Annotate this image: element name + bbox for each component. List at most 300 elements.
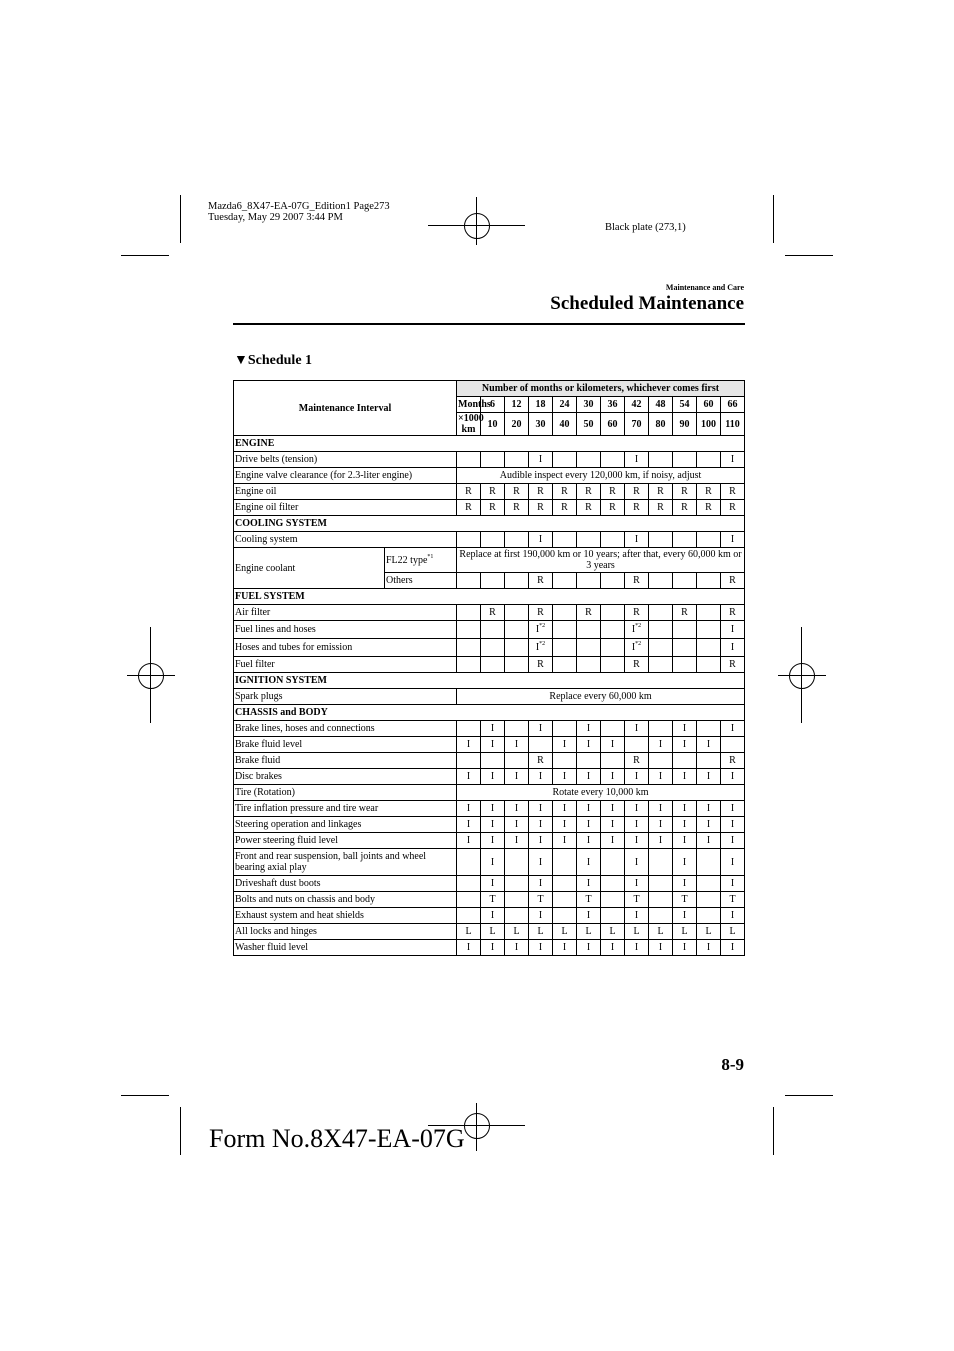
table-row xyxy=(234,817,745,833)
schedule-cell xyxy=(697,452,721,468)
schedule-cell xyxy=(505,908,529,924)
schedule-cell: R xyxy=(529,500,553,516)
schedule-cell xyxy=(481,532,505,548)
schedule-cell xyxy=(457,908,481,924)
schedule-cell: I xyxy=(529,817,553,833)
schedule-cell: I xyxy=(673,833,697,849)
schedule-cell: I xyxy=(673,737,697,753)
crop-mark xyxy=(180,195,181,243)
section-row xyxy=(234,705,745,721)
schedule-cell: I xyxy=(601,817,625,833)
schedule-cell: R xyxy=(673,605,697,621)
schedule-cell xyxy=(601,876,625,892)
schedule-cell: L xyxy=(601,924,625,940)
schedule-cell xyxy=(673,573,697,589)
schedule-cell xyxy=(457,721,481,737)
schedule-cell xyxy=(553,639,577,657)
item-label: Steering operation and linkages xyxy=(234,817,457,833)
item-label: Engine oil filter xyxy=(234,500,457,516)
month-header: 54 xyxy=(673,397,697,413)
schedule-cell: I xyxy=(649,769,673,785)
schedule-cell: I xyxy=(601,801,625,817)
schedule-cell: R xyxy=(577,500,601,516)
schedule-cell: I xyxy=(721,876,745,892)
month-header: 24 xyxy=(553,397,577,413)
item-label: Tire (Rotation) xyxy=(234,785,457,801)
schedule-cell: I xyxy=(649,801,673,817)
schedule-cell xyxy=(625,737,649,753)
schedule-cell xyxy=(649,605,673,621)
schedule-cell: R xyxy=(721,657,745,673)
schedule-cell: I xyxy=(457,737,481,753)
schedule-cell: R xyxy=(553,484,577,500)
schedule-cell: L xyxy=(505,924,529,940)
month-header: 66 xyxy=(721,397,745,413)
schedule-cell: R xyxy=(649,484,673,500)
schedule-cell xyxy=(505,639,529,657)
registration-mark-icon xyxy=(778,627,826,723)
schedule-cell: I xyxy=(553,737,577,753)
km-header: 30 xyxy=(529,413,553,436)
schedule-cell xyxy=(649,849,673,876)
month-header: 30 xyxy=(577,397,601,413)
schedule-cell xyxy=(601,621,625,639)
section-heading: ENGINE xyxy=(234,436,745,452)
schedule-cell: I xyxy=(577,876,601,892)
schedule-cell: I xyxy=(481,833,505,849)
header-row xyxy=(234,381,745,397)
km-header: 10 xyxy=(481,413,505,436)
item-label: Washer fluid level xyxy=(234,940,457,956)
schedule-cell: L xyxy=(553,924,577,940)
schedule-cell: R xyxy=(505,484,529,500)
months-label: Months xyxy=(457,397,481,413)
schedule-cell xyxy=(577,639,601,657)
schedule-cell xyxy=(697,639,721,657)
schedule-title: Schedule 1 xyxy=(247,353,313,368)
schedule-cell: R xyxy=(601,484,625,500)
item-label: Engine oil xyxy=(234,484,457,500)
schedule-cell: I xyxy=(457,801,481,817)
schedule-cell: I xyxy=(577,801,601,817)
item-label: Brake fluid level xyxy=(234,737,457,753)
schedule-cell: I xyxy=(649,817,673,833)
schedule-cell xyxy=(697,876,721,892)
schedule-cell xyxy=(553,753,577,769)
table-row xyxy=(234,924,745,940)
schedule-cell: L xyxy=(529,924,553,940)
sub-item-label: FL22 type$^{*1}$ xyxy=(385,548,457,573)
schedule-cell: I xyxy=(721,452,745,468)
schedule-cell: I xyxy=(457,769,481,785)
crop-mark xyxy=(180,1107,181,1155)
schedule-cell: I xyxy=(529,452,553,468)
table-row xyxy=(234,801,745,817)
schedule-cell: I xyxy=(697,769,721,785)
page-title: Scheduled Maintenance xyxy=(550,293,744,314)
km-header: 80 xyxy=(649,413,673,436)
schedule-cell: I xyxy=(457,940,481,956)
interval-note: Audible inspect every 120,000 km, if noisy, adjust xyxy=(457,468,745,484)
schedule-cell: R xyxy=(457,484,481,500)
item-label: Drive belts (tension) xyxy=(234,452,457,468)
schedule-cell xyxy=(601,452,625,468)
schedule-cell xyxy=(457,621,481,639)
schedule-cell: I xyxy=(697,940,721,956)
schedule-cell xyxy=(457,657,481,673)
crop-mark xyxy=(121,255,169,256)
schedule-cell xyxy=(553,721,577,737)
schedule-cell: I xyxy=(577,721,601,737)
schedule-cell xyxy=(649,621,673,639)
item-label: All locks and hinges xyxy=(234,924,457,940)
km-header: 60 xyxy=(601,413,625,436)
table-row xyxy=(234,785,745,801)
schedule-cell: R xyxy=(721,500,745,516)
schedule-cell xyxy=(553,621,577,639)
interval-note: Rotate every 10,000 km xyxy=(457,785,745,801)
schedule-cell: R xyxy=(577,484,601,500)
schedule-cell: I xyxy=(577,817,601,833)
schedule-cell: I xyxy=(481,721,505,737)
schedule-cell xyxy=(457,532,481,548)
schedule-cell: I xyxy=(625,833,649,849)
schedule-cell xyxy=(481,573,505,589)
schedule-cell xyxy=(601,849,625,876)
crop-mark xyxy=(121,1095,169,1096)
schedule-cell: I xyxy=(529,908,553,924)
schedule-cell: T xyxy=(673,892,697,908)
schedule-cell: I xyxy=(529,769,553,785)
schedule-cell: I xyxy=(529,532,553,548)
schedule-cell: I xyxy=(505,940,529,956)
schedule-cell: $I^{*2}$ xyxy=(529,639,553,657)
schedule-cell: T xyxy=(481,892,505,908)
schedule-cell xyxy=(457,753,481,769)
schedule-cell xyxy=(577,532,601,548)
schedule-cell: L xyxy=(457,924,481,940)
km-label: ×1000 km xyxy=(458,413,484,435)
schedule-cell: L xyxy=(673,924,697,940)
schedule-cell: I xyxy=(721,639,745,657)
schedule-cell: I xyxy=(481,849,505,876)
table-row xyxy=(234,639,745,657)
schedule-cell xyxy=(697,892,721,908)
schedule-cell xyxy=(505,621,529,639)
schedule-cell xyxy=(505,452,529,468)
schedule-cell: I xyxy=(721,940,745,956)
month-header: 18 xyxy=(529,397,553,413)
interval-header: Maintenance Interval xyxy=(234,381,457,436)
table-row xyxy=(234,849,745,876)
schedule-cell xyxy=(553,657,577,673)
schedule-cell: I xyxy=(577,940,601,956)
schedule-cell: I xyxy=(673,769,697,785)
schedule-cell: I xyxy=(481,737,505,753)
schedule-cell: I xyxy=(529,849,553,876)
schedule-cell xyxy=(553,849,577,876)
schedule-cell: $I^{*2}$ xyxy=(625,621,649,639)
schedule-cell xyxy=(697,532,721,548)
schedule-cell: I xyxy=(481,940,505,956)
schedule-cell xyxy=(481,753,505,769)
crop-mark xyxy=(773,195,774,243)
schedule-cell xyxy=(457,876,481,892)
schedule-cell xyxy=(601,908,625,924)
table-row xyxy=(234,484,745,500)
month-header: 42 xyxy=(625,397,649,413)
schedule-cell: R xyxy=(577,605,601,621)
schedule-cell xyxy=(505,892,529,908)
table-row xyxy=(234,940,745,956)
schedule-cell: I xyxy=(721,833,745,849)
schedule-cell: I xyxy=(721,801,745,817)
table-row xyxy=(234,468,745,484)
schedule-cell: I xyxy=(721,532,745,548)
schedule-cell xyxy=(481,452,505,468)
item-label: Fuel lines and hoses xyxy=(234,621,457,639)
schedule-cell: R xyxy=(697,484,721,500)
schedule-cell: R xyxy=(601,500,625,516)
schedule-cell xyxy=(697,621,721,639)
schedule-cell: I xyxy=(721,769,745,785)
schedule-cell: I xyxy=(673,817,697,833)
schedule-cell: R xyxy=(529,605,553,621)
schedule-cell xyxy=(505,657,529,673)
month-header: 12 xyxy=(505,397,529,413)
schedule-cell: I xyxy=(601,769,625,785)
schedule-cell xyxy=(697,753,721,769)
item-label: Engine coolant xyxy=(234,548,385,589)
table-row xyxy=(234,605,745,621)
interval-note: Replace at first 190,000 km or 10 years; after that, every 60,000 km or 3 years xyxy=(457,548,745,573)
schedule-cell: R xyxy=(529,657,553,673)
table-row xyxy=(234,532,745,548)
schedule-cell: $I^{*2}$ xyxy=(529,621,553,639)
registration-mark-icon xyxy=(428,197,525,245)
schedule-cell: T xyxy=(529,892,553,908)
section-heading: COOLING SYSTEM xyxy=(234,516,745,532)
schedule-cell: $I^{*2}$ xyxy=(625,639,649,657)
schedule-cell: I xyxy=(481,876,505,892)
registration-mark-icon xyxy=(127,627,175,723)
km-header: 100 xyxy=(697,413,721,436)
schedule-cell: I xyxy=(721,817,745,833)
schedule-cell: I xyxy=(457,833,481,849)
table-row xyxy=(234,657,745,673)
schedule-cell xyxy=(553,908,577,924)
schedule-cell: I xyxy=(673,801,697,817)
schedule-cell xyxy=(553,573,577,589)
schedule-cell: I xyxy=(673,940,697,956)
schedule-cell xyxy=(673,753,697,769)
schedule-cell xyxy=(481,639,505,657)
schedule-cell: I xyxy=(577,769,601,785)
schedule-cell: I xyxy=(529,801,553,817)
page-number: 8-9 xyxy=(721,1055,744,1074)
schedule-cell xyxy=(553,532,577,548)
schedule-cell: I xyxy=(601,940,625,956)
schedule-cell: I xyxy=(625,876,649,892)
section-heading: FUEL SYSTEM xyxy=(234,589,745,605)
crop-mark xyxy=(773,1107,774,1155)
print-meta-line2: Tuesday, May 29 2007 3:44 PM xyxy=(208,212,343,223)
schedule-cell: R xyxy=(673,484,697,500)
schedule-cell: I xyxy=(577,737,601,753)
schedule-cell: I xyxy=(457,817,481,833)
item-label: Front and rear suspension, ball joints and wheel bearing axial play xyxy=(234,849,457,876)
schedule-cell: R xyxy=(625,484,649,500)
schedule-cell: L xyxy=(577,924,601,940)
table-row xyxy=(234,833,745,849)
schedule-cell xyxy=(649,721,673,737)
schedule-cell: R xyxy=(721,753,745,769)
schedule-cell xyxy=(505,605,529,621)
table-row xyxy=(234,621,745,639)
schedule-cell: I xyxy=(673,721,697,737)
schedule-cell xyxy=(457,639,481,657)
schedule-cell: L xyxy=(697,924,721,940)
km-header: 50 xyxy=(577,413,601,436)
schedule-cell xyxy=(553,892,577,908)
month-header: 6 xyxy=(481,397,505,413)
schedule-cell xyxy=(649,892,673,908)
sub-item-label: Others xyxy=(385,573,457,589)
schedule-cell: I xyxy=(505,801,529,817)
month-header: 48 xyxy=(649,397,673,413)
item-label: Disc brakes xyxy=(234,769,457,785)
schedule-cell xyxy=(649,452,673,468)
schedule-cell xyxy=(529,737,553,753)
schedule-cell: I xyxy=(721,908,745,924)
schedule-cell: I xyxy=(697,737,721,753)
schedule-cell xyxy=(553,605,577,621)
month-header: 60 xyxy=(697,397,721,413)
schedule-cell: L xyxy=(625,924,649,940)
schedule-cell: R xyxy=(553,500,577,516)
triangle-down-icon: ▼ xyxy=(234,353,248,368)
schedule-cell: I xyxy=(673,876,697,892)
schedule-cell xyxy=(649,753,673,769)
schedule-cell xyxy=(673,639,697,657)
schedule-cell xyxy=(553,876,577,892)
schedule-cell: I xyxy=(625,801,649,817)
schedule-cell: I xyxy=(529,721,553,737)
schedule-cell: I xyxy=(553,940,577,956)
schedule-cell: R xyxy=(625,753,649,769)
table-row xyxy=(234,548,745,573)
section-heading: IGNITION SYSTEM xyxy=(234,673,745,689)
schedule-cell: R xyxy=(721,605,745,621)
schedule-cell: I xyxy=(529,876,553,892)
schedule-cell: I xyxy=(601,833,625,849)
schedule-cell: I xyxy=(625,817,649,833)
table-row xyxy=(234,737,745,753)
section-row xyxy=(234,589,745,605)
schedule-cell: I xyxy=(577,833,601,849)
item-label: Cooling system xyxy=(234,532,457,548)
interval-note: Replace every 60,000 km xyxy=(457,689,745,705)
schedule-cell xyxy=(697,849,721,876)
schedule-cell xyxy=(505,849,529,876)
print-meta-line1: Mazda6_8X47-EA-07G_Edition1 Page273 xyxy=(208,201,390,212)
schedule-cell xyxy=(457,605,481,621)
schedule-cell: L xyxy=(649,924,673,940)
schedule-cell xyxy=(601,892,625,908)
schedule-cell xyxy=(457,573,481,589)
maintenance-schedule-table xyxy=(233,380,745,956)
table-row xyxy=(234,876,745,892)
schedule-cell xyxy=(505,753,529,769)
section-label: Maintenance and Care xyxy=(665,283,744,292)
schedule-cell xyxy=(457,892,481,908)
schedule-cell: R xyxy=(481,484,505,500)
schedule-cell: I xyxy=(625,769,649,785)
schedule-cell: R xyxy=(529,484,553,500)
km-header: 90 xyxy=(673,413,697,436)
schedule-cell: I xyxy=(505,817,529,833)
table-row xyxy=(234,769,745,785)
schedule-cell xyxy=(697,657,721,673)
schedule-cell: I xyxy=(697,801,721,817)
schedule-cell: I xyxy=(577,908,601,924)
schedule-cell xyxy=(697,908,721,924)
schedule-cell xyxy=(697,573,721,589)
item-label: Air filter xyxy=(234,605,457,621)
crop-mark xyxy=(785,1095,833,1096)
schedule-cell xyxy=(649,876,673,892)
schedule-cell xyxy=(481,657,505,673)
schedule-cell xyxy=(673,621,697,639)
schedule-cell xyxy=(601,721,625,737)
schedule-cell: I xyxy=(649,833,673,849)
schedule-cell xyxy=(649,657,673,673)
schedule-cell xyxy=(649,639,673,657)
schedule-cell xyxy=(481,621,505,639)
schedule-cell: I xyxy=(553,817,577,833)
schedule-cell: I xyxy=(673,908,697,924)
schedule-cell xyxy=(649,532,673,548)
schedule-cell: R xyxy=(721,484,745,500)
schedule-cell: L xyxy=(481,924,505,940)
item-label: Tire inflation pressure and tire wear xyxy=(234,801,457,817)
schedule-cell: I xyxy=(697,817,721,833)
schedule-cell xyxy=(577,573,601,589)
schedule-cell xyxy=(601,753,625,769)
schedule-cell xyxy=(601,605,625,621)
schedule-cell: I xyxy=(625,849,649,876)
schedule-cell: I xyxy=(481,817,505,833)
schedule-cell xyxy=(577,753,601,769)
schedule-cell: I xyxy=(697,833,721,849)
item-label: Bolts and nuts on chassis and body xyxy=(234,892,457,908)
item-label: Engine valve clearance (for 2.3-liter engine) xyxy=(234,468,457,484)
schedule-cell: I xyxy=(505,833,529,849)
schedule-cell xyxy=(673,657,697,673)
item-label: Hoses and tubes for emission xyxy=(234,639,457,657)
schedule-cell: R xyxy=(481,500,505,516)
table-row xyxy=(234,892,745,908)
schedule-cell: I xyxy=(625,452,649,468)
schedule-cell: I xyxy=(625,940,649,956)
section-row xyxy=(234,673,745,689)
table-row xyxy=(234,452,745,468)
month-header: 36 xyxy=(601,397,625,413)
schedule-cell: I xyxy=(529,833,553,849)
schedule-cell: R xyxy=(505,500,529,516)
schedule-cell: R xyxy=(529,573,553,589)
crop-mark xyxy=(785,255,833,256)
